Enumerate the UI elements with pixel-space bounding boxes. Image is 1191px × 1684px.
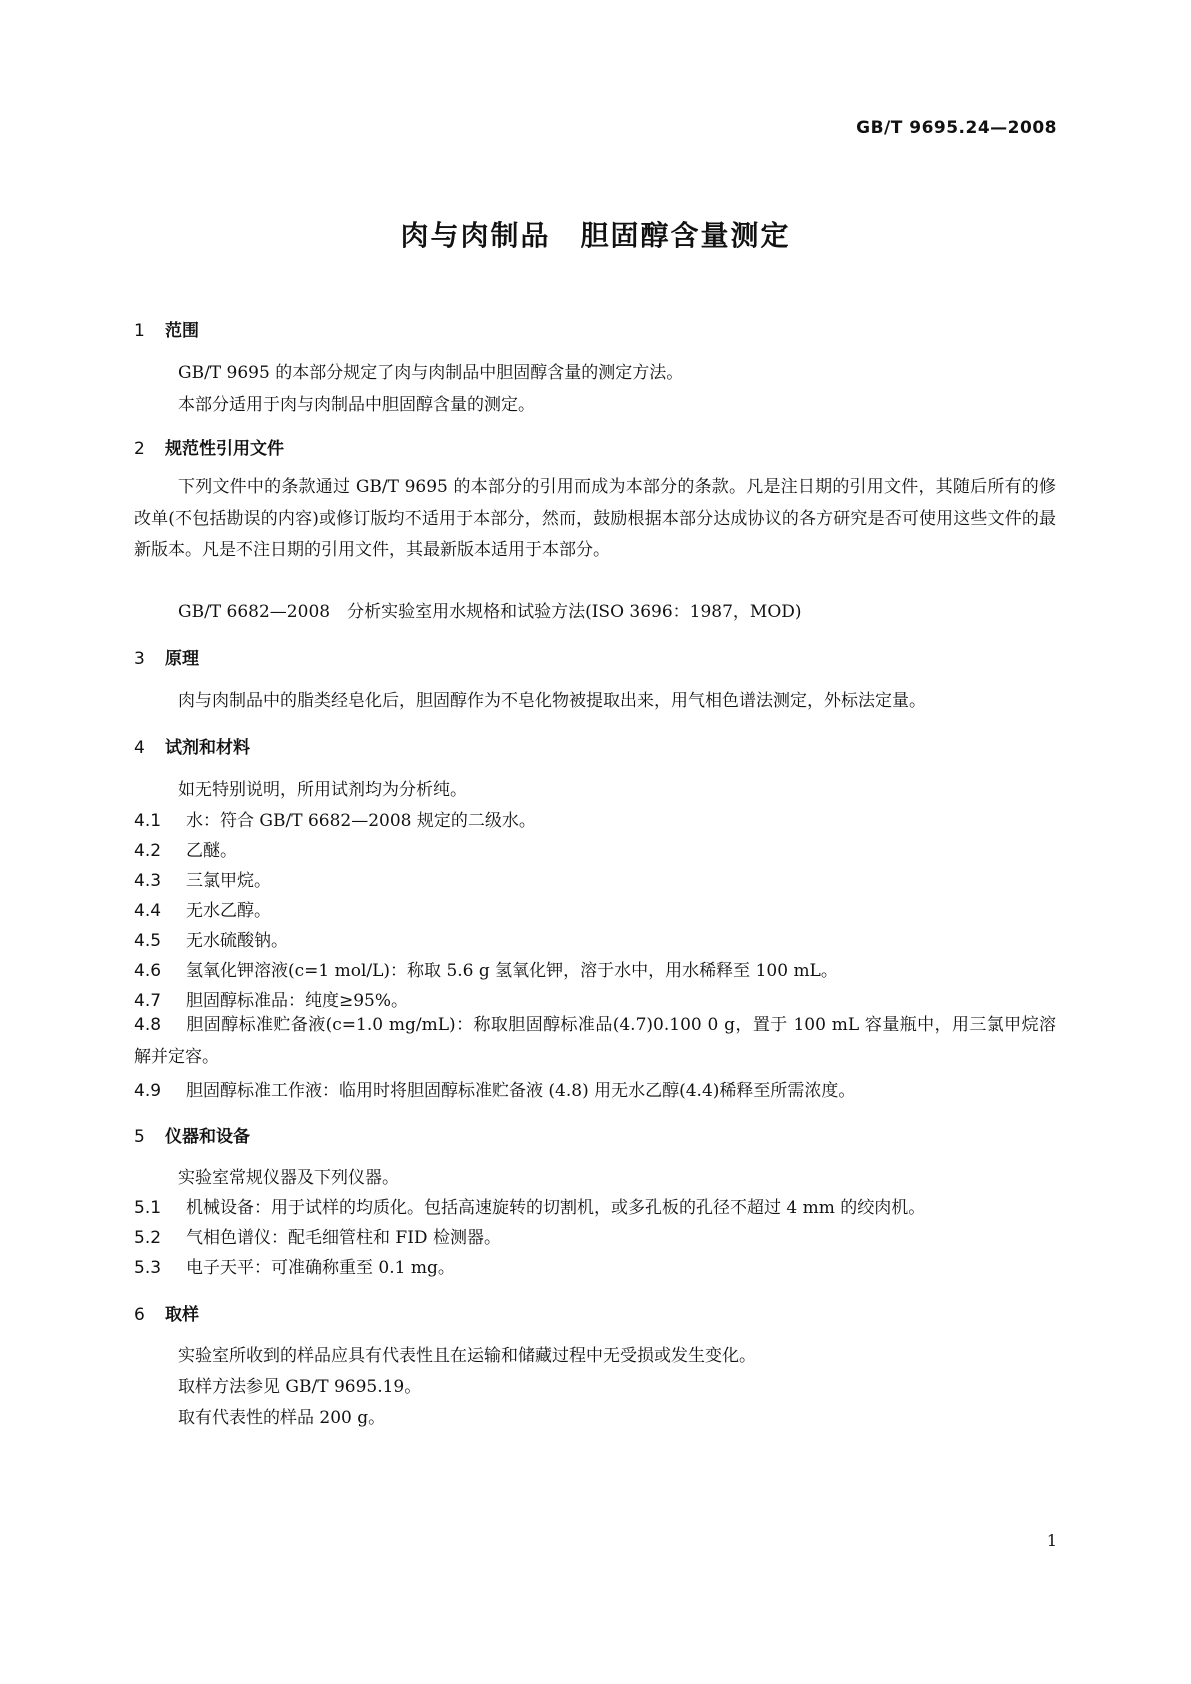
section-2-heading — [134, 434, 284, 459]
item-text: 水：符合 GB/T 6682—2008 规定的二级水。 — [186, 811, 536, 831]
item-text: 无水硫酸钠。 — [186, 931, 288, 951]
list-item — [134, 1010, 1056, 1073]
item-number: 4.8 — [134, 1015, 162, 1035]
section-6-heading — [134, 1300, 199, 1325]
item-text: 胆固醇标准贮备液(c=1.0 mg/mL)：称取胆固醇标准品(4.7)0.100 0 g，置于 100 mL 容量瓶中，用三氯甲烷溶解并定容。 — [134, 1015, 1056, 1067]
item-number: 4.2 — [134, 841, 162, 861]
section-5-heading — [134, 1122, 250, 1147]
list-item — [134, 1253, 455, 1278]
standard-code: GB/T 9695.24—2008 — [856, 118, 1057, 138]
list-item — [134, 866, 271, 891]
section-number: 6 — [134, 1305, 145, 1325]
item-text: 氢氧化钾溶液(c=1 mol/L)：称取 5.6 g 氢氧化钾，溶于水中，用水稀释至 100 mL。 — [186, 961, 838, 981]
item-text: 无水乙醇。 — [186, 901, 271, 921]
item-text: 气相色谱仪：配毛细管柱和 FID 检测器。 — [186, 1228, 501, 1248]
document-title: 肉与肉制品 胆固醇含量测定 — [400, 219, 791, 252]
item-number: 4.5 — [134, 931, 162, 951]
item-number: 4.1 — [134, 811, 162, 831]
list-item — [134, 1193, 925, 1218]
item-text: 三氯甲烷。 — [186, 871, 271, 891]
item-number: 5.2 — [134, 1228, 162, 1248]
paragraph: 本部分适用于肉与肉制品中胆固醇含量的测定。 — [178, 395, 535, 415]
section-4-heading — [134, 733, 250, 758]
list-item — [134, 956, 838, 981]
section-number: 2 — [134, 439, 145, 459]
paragraph: 下列文件中的条款通过 GB/T 9695 的本部分的引用而成为本部分的条款。凡是注日期的引用文件，其随后所有的修改单(不包括勘误的内容)或修订版均不适用于本部分，然而，鼓励根据本部分达成协议的各方研究是否可使用这些文件的最新版本。凡是不注日期的引用文件，其最新版本适用于本部分。 — [134, 477, 1056, 560]
paragraph: GB/T 9695 的本部分规定了肉与肉制品中胆固醇含量的测定方法。 — [178, 363, 684, 383]
item-number: 5.3 — [134, 1258, 162, 1278]
paragraph: 肉与肉制品中的脂类经皂化后，胆固醇作为不皂化物被提取出来，用气相色谱法测定，外标法定量。 — [178, 691, 926, 711]
item-number: 4.3 — [134, 871, 162, 891]
section-3-heading — [134, 644, 199, 669]
list-item — [134, 986, 408, 1011]
item-number: 4.6 — [134, 961, 162, 981]
list-item — [134, 836, 237, 861]
item-number: 4.9 — [134, 1081, 162, 1101]
section-title: 仪器和设备 — [165, 1127, 250, 1147]
item-text: 胆固醇标准工作液：临用时将胆固醇标准贮备液 (4.8) 用无水乙醇(4.4)稀释至所需浓度。 — [186, 1081, 856, 1101]
section-number: 1 — [134, 321, 145, 341]
section-title: 规范性引用文件 — [165, 439, 284, 459]
list-item — [134, 806, 536, 831]
section-number: 3 — [134, 649, 145, 669]
page-number: 1 — [1046, 1531, 1057, 1550]
list-item — [134, 896, 271, 921]
item-text: 胆固醇标准品：纯度≥95%。 — [186, 991, 409, 1011]
section-number: 5 — [134, 1127, 145, 1147]
section-title: 试剂和材料 — [165, 738, 250, 758]
paragraph: 实验室常规仪器及下列仪器。 — [178, 1168, 399, 1188]
paragraph: 取有代表性的样品 200 g。 — [178, 1408, 386, 1428]
item-text: 电子天平：可准确称重至 0.1 mg。 — [186, 1258, 455, 1278]
paragraph: 实验室所收到的样品应具有代表性且在运输和储藏过程中无受损或发生变化。 — [178, 1346, 756, 1366]
paragraph: 取样方法参见 GB/T 9695.19。 — [178, 1377, 422, 1397]
section-title: 取样 — [165, 1305, 199, 1325]
item-number: 4.4 — [134, 901, 162, 921]
item-text: 乙醚。 — [186, 841, 237, 861]
section-1-heading — [134, 316, 199, 341]
item-number: 4.7 — [134, 991, 162, 1011]
item-number: 5.1 — [134, 1198, 162, 1218]
section-title: 原理 — [165, 649, 199, 669]
paragraph: 如无特别说明，所用试剂均为分析纯。 — [178, 780, 467, 800]
list-item — [134, 1076, 855, 1101]
item-text: 机械设备：用于试样的均质化。包括高速旋转的切割机，或多孔板的孔径不超过 4 mm 的绞肉机。 — [186, 1198, 926, 1218]
list-item — [134, 926, 288, 951]
list-item — [134, 1223, 501, 1248]
normative-reference: GB/T 6682—2008 分析实验室用水规格和试验方法(ISO 3696：1987，MOD) — [178, 602, 802, 622]
section-title: 范围 — [165, 321, 199, 341]
section-number: 4 — [134, 738, 145, 758]
